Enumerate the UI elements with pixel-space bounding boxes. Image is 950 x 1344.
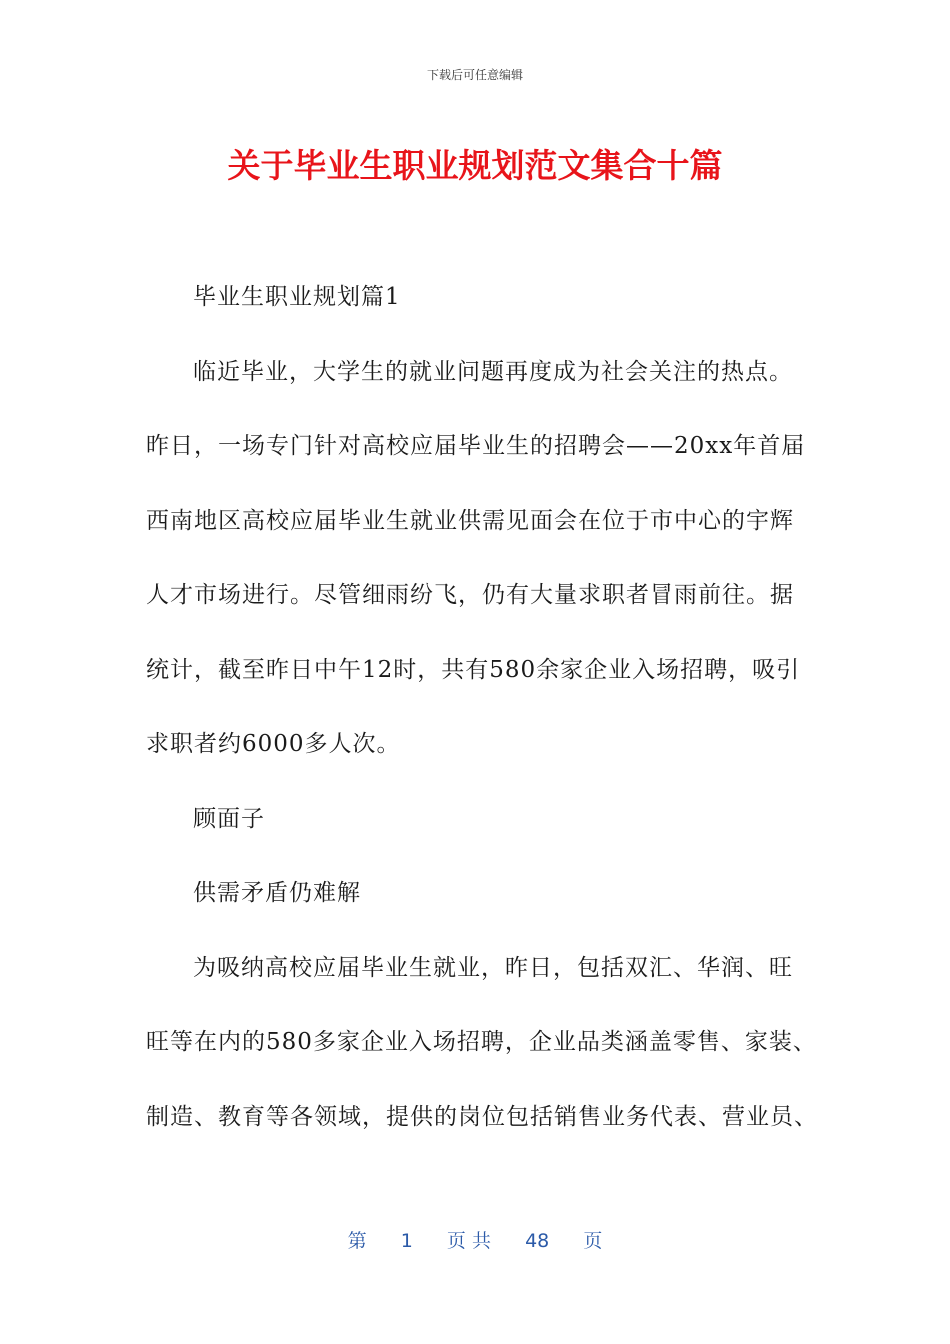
footer-prefix: 第: [347, 1230, 367, 1252]
document-body: [146, 270, 818, 1164]
subheading: 顾面子: [193, 805, 265, 832]
paragraph-line: 人才市场进行。尽管细雨纷飞，仍有大量求职者冒雨前往。据: [146, 582, 794, 608]
total-pages-number: 48: [525, 1230, 550, 1252]
header-note: 下载后可任意编辑: [426, 68, 523, 82]
paragraph-line: 临近毕业，大学生的就业问题再度成为社会关注的热点。: [193, 358, 793, 385]
paragraph-line: 求职者约6000多人次。: [146, 731, 401, 757]
paragraph-line: 统计，截至昨日中午12时，共有580余家企业入场招聘，吸引: [146, 656, 801, 683]
footer-middle: 页 共: [446, 1230, 491, 1252]
section-heading: 毕业生职业规划篇1: [193, 284, 401, 310]
subheading: 供需矛盾仍难解: [193, 880, 361, 906]
paragraph-line: 制造、教育等各领域，提供的岗位包括销售业务代表、营业员、: [146, 1103, 818, 1130]
paragraph-line: 昨日，一场专门针对高校应届毕业生的招聘会——20xx年首届: [146, 433, 806, 459]
current-page-number: 1: [400, 1230, 413, 1252]
page-footer: [0, 1226, 950, 1253]
footer-suffix: 页: [583, 1230, 603, 1252]
document-title: 关于毕业生职业规划范文集合十篇: [227, 146, 723, 185]
paragraph-line: 旺等在内的580多家企业入场招聘，企业品类涵盖零售、家装、: [146, 1029, 817, 1055]
paragraph-line: 西南地区高校应届毕业生就业供需见面会在位于市中心的宇辉: [146, 507, 794, 534]
paragraph-line: 为吸纳高校应届毕业生就业，昨日，包括双汇、华润、旺: [193, 954, 793, 981]
